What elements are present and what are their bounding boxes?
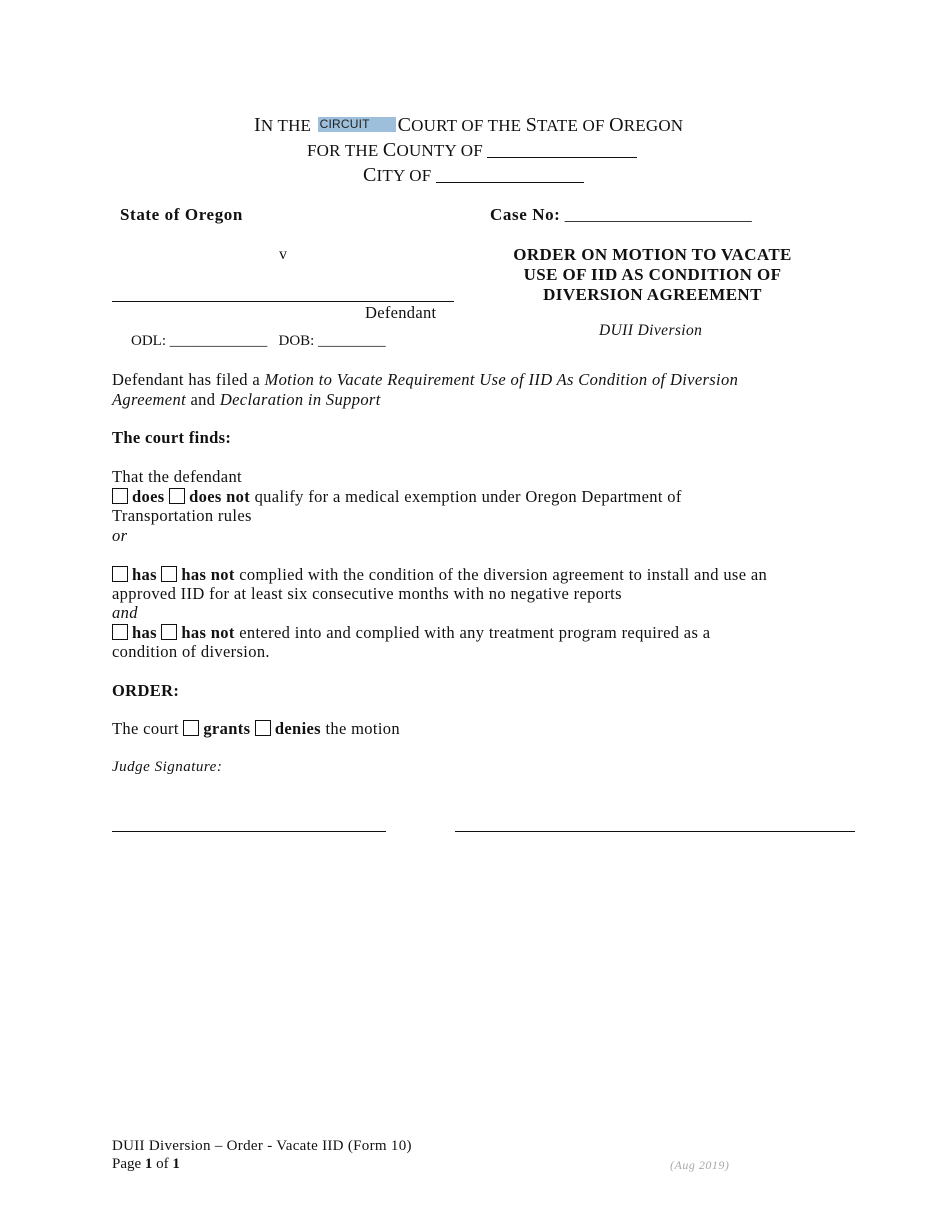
does-checkbox[interactable] [112,488,128,504]
intro-paragraph-line2: Agreement and Declaration in Support [112,390,381,409]
treatment-cont: condition of diversion. [112,642,270,661]
or-connector: or [112,526,128,545]
and-connector: and [112,603,138,622]
case-number: Case No: ______________________ [490,205,752,224]
versus-label: v [279,246,287,263]
court-heading-line1: IN THE CIRCUIT COURT OF THE STATE OF OREGON [254,114,684,136]
defendant-label: Defendant [365,303,437,322]
court-heading-line2: FOR THE COUNTY OF [307,139,637,162]
order-heading: ORDER: [112,681,180,700]
does-not-checkbox[interactable] [169,488,185,504]
treatment-row: has has not entered into and complied with any treatment program required as a [112,623,710,643]
odl-field[interactable]: _____________ [169,333,268,349]
has-complied-checkbox[interactable] [112,566,128,582]
odl-dob-row: ODL: _____________ DOB: _________ [131,333,386,349]
denies-checkbox[interactable] [255,720,271,736]
footer-revision-date: (Aug 2019) [670,1158,730,1172]
footer-form-name: DUII Diversion – Order - Vacate IID (Form 10) [112,1138,412,1154]
footer-page-number: Page 1 of 1 [112,1156,180,1172]
medical-exemption-cont: Transportation rules [112,506,252,525]
court-type-field[interactable]: CIRCUIT [318,117,396,132]
defendant-name-line[interactable] [112,301,454,302]
iid-compliance-cont: approved IID for at least six consecutive months with no negative reports [112,584,622,603]
intro-paragraph-line1: Defendant has filed a Motion to Vacate Requirement Use of IID As Condition of Diversion [112,370,739,389]
grants-checkbox[interactable] [183,720,199,736]
order-row: The court grants denies the motion [112,719,400,738]
document-title: ORDER ON MOTION TO VACATE USE OF IID AS CONDITION OF DIVERSION AGREEMENT [513,245,792,304]
medical-exemption-row: does does not qualify for a medical exemption under Oregon Department of [112,487,682,507]
judge-signature-label: Judge Signature: [112,759,223,775]
dob-field[interactable]: _________ [318,333,386,349]
case-number-field[interactable]: ______________________ [564,205,752,224]
judge-signature-line[interactable] [455,831,855,832]
court-finds-heading: The court finds: [112,428,232,447]
county-field[interactable] [487,139,637,158]
has-not-complied-checkbox[interactable] [161,566,177,582]
document-subtitle: DUII Diversion [599,322,703,339]
has-treatment-checkbox[interactable] [112,624,128,640]
has-not-treatment-checkbox[interactable] [161,624,177,640]
court-heading-line3: CITY OF [363,164,584,187]
signature-date-line[interactable] [112,831,386,832]
that-defendant-text: That the defendant [112,467,242,486]
iid-compliance-row: has has not complied with the condition of the diversion agreement to install and use an [112,565,767,585]
city-field[interactable] [436,164,584,183]
plaintiff-name: State of Oregon [120,205,243,224]
